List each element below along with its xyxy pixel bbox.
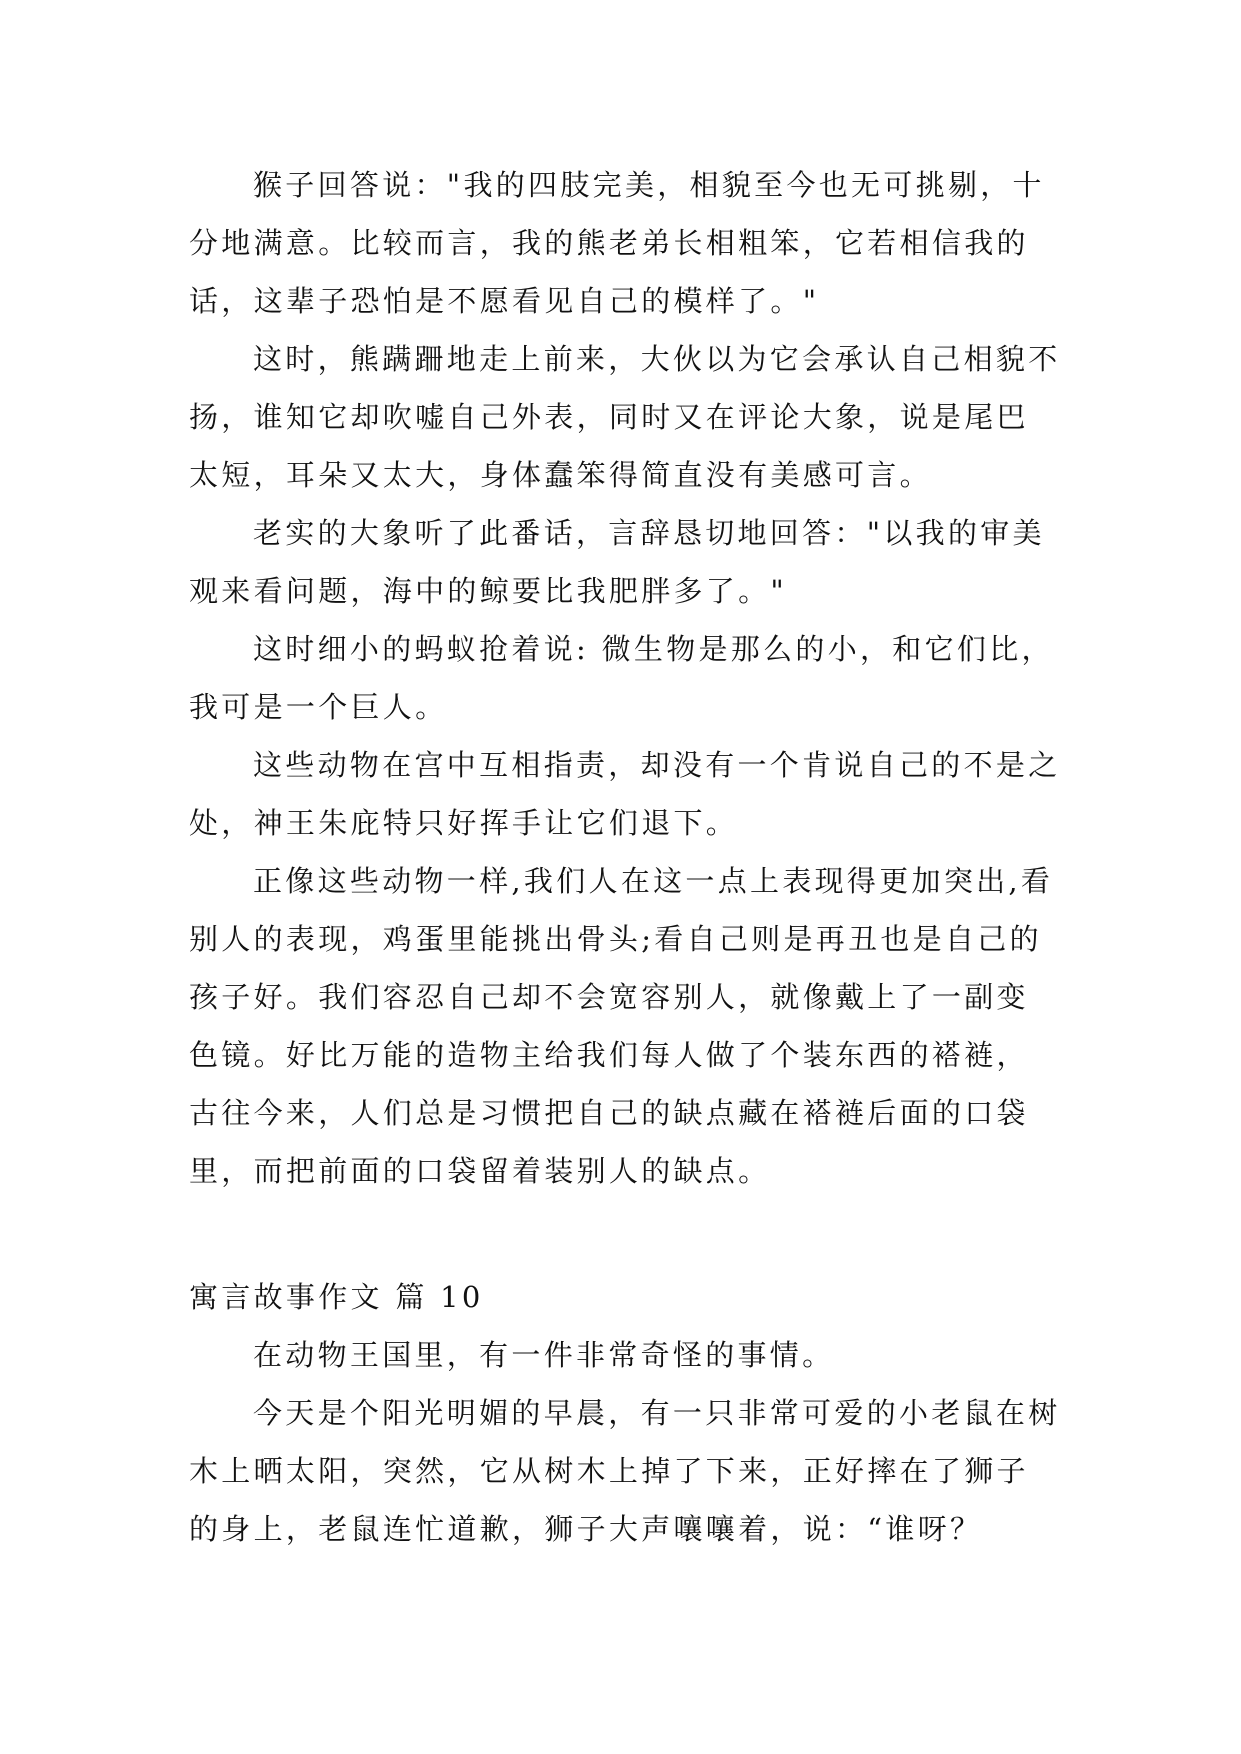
paragraph: 在动物王国里，有一件非常奇怪的事情。	[253, 1338, 835, 1372]
story-text-top	[189, 156, 1061, 1200]
story-text-bottom	[189, 1326, 1061, 1558]
paragraph: 这时，熊蹒跚地走上前来，大伙以为它会承认自己相貌不扬，谁知它却吹嘘自己外表，同时又在评论大象，说是尾巴太短，耳朵又太大，身体蠢笨得简直没有美感可言。	[189, 342, 1061, 492]
paragraph: 今天是个阳光明媚的早晨，有一只非常可爱的小老鼠在树木上晒太阳，突然，它从树木上掉了下来，正好摔在了狮子的身上，老鼠连忙道歉，狮子大声嚷嚷着，说：“谁呀？	[189, 1396, 1061, 1546]
paragraph: 这时细小的蚂蚁抢着说: 微生物是那么的小，和它们比，我可是一个巨人。	[189, 632, 1054, 724]
section-heading: 寓言故事作文 篇 10	[189, 1280, 484, 1314]
paragraph: 老实的大象听了此番话，言辞恳切地回答："以我的审美观来看问题，海中的鲸要比我肥胖多了。"	[189, 516, 1045, 608]
paragraph: 这些动物在宫中互相指责，却没有一个肯说自己的不是之处，神王朱庇特只好挥手让它们退下。	[189, 748, 1061, 840]
paragraph: 正像这些动物一样,我们人在这一点上表现得更加突出,看别人的表现，鸡蛋里能挑出骨头;看自己则是再丑也是自己的孩子好。我们容忍自己却不会宽容别人，就像戴上了一副变色镜。好比万能的造物主给我们每人做了个装东西的褡裢，古往今来，人们总是习惯把自己的缺点藏在褡裢后面的口袋里，而把前面的口袋留着装别人的缺点。	[189, 864, 1054, 1188]
paragraph: 猴子回答说："我的四肢完美，相貌至今也无可挑剔，十分地满意。比较而言，我的熊老弟长相粗笨，它若相信我的话，这辈子恐怕是不愿看见自己的模样了。"	[189, 168, 1045, 318]
